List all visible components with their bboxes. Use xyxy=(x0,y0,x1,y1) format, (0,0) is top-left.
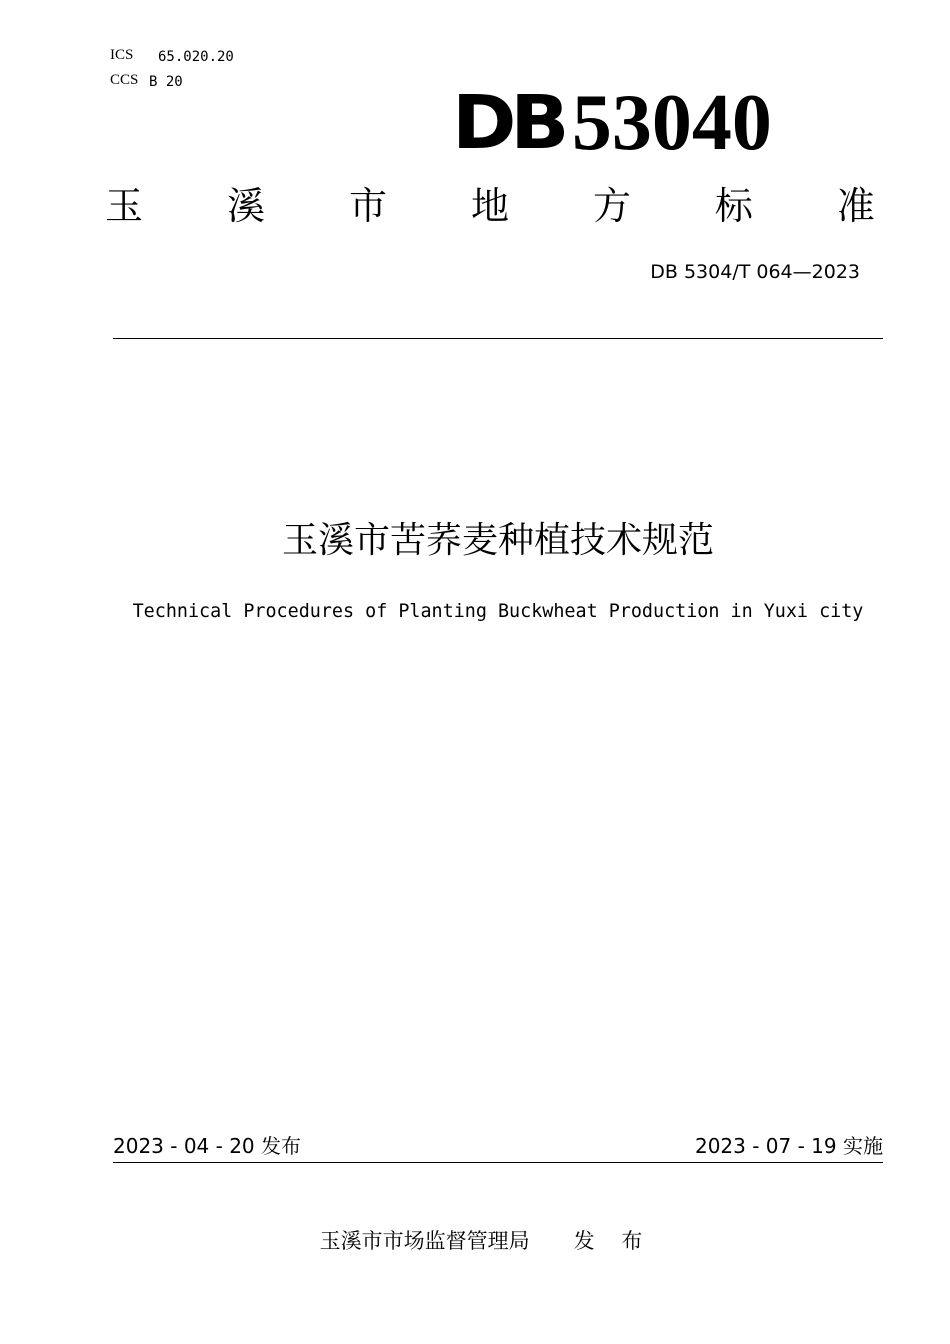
ccs-value: B 20 xyxy=(149,74,183,90)
ics-label: ICS xyxy=(110,47,134,63)
bottom-divider xyxy=(113,1162,883,1163)
standard-type-char: 准 xyxy=(836,184,875,228)
issuer-action: 发 布 xyxy=(573,1229,653,1253)
standard-type-char: 方 xyxy=(592,184,631,228)
standard-code: DB 5304/T 064—2023 xyxy=(650,261,860,283)
top-divider xyxy=(113,338,883,339)
document-title-en: Technical Procedures of Planting Buckwheat Production in Yuxi city xyxy=(132,601,864,622)
publish-date: 2023 - 04 - 20 发布 xyxy=(113,1134,302,1158)
implement-date: 2023 - 07 - 19 实施 xyxy=(694,1134,883,1158)
standard-type-char: 市 xyxy=(348,184,387,228)
standard-type-char: 玉 xyxy=(105,184,144,228)
ics-value: 65.020.20 xyxy=(158,49,234,65)
issuer-line xyxy=(0,1227,950,1255)
db-logo-letters: DB xyxy=(452,80,564,166)
standard-type-char: 标 xyxy=(714,184,753,228)
db-logo-number: 53040 xyxy=(571,79,772,167)
issuer-name: 玉溪市市场监督管理局 xyxy=(319,1229,530,1253)
db-logo xyxy=(452,79,772,167)
standard-type-char: 地 xyxy=(470,184,509,228)
standard-type-heading xyxy=(105,184,875,228)
document-title-cn: 玉溪市苦荞麦种植技术规范 xyxy=(281,520,714,561)
standard-type-char: 溪 xyxy=(226,184,265,228)
ccs-label: CCS xyxy=(110,72,139,88)
